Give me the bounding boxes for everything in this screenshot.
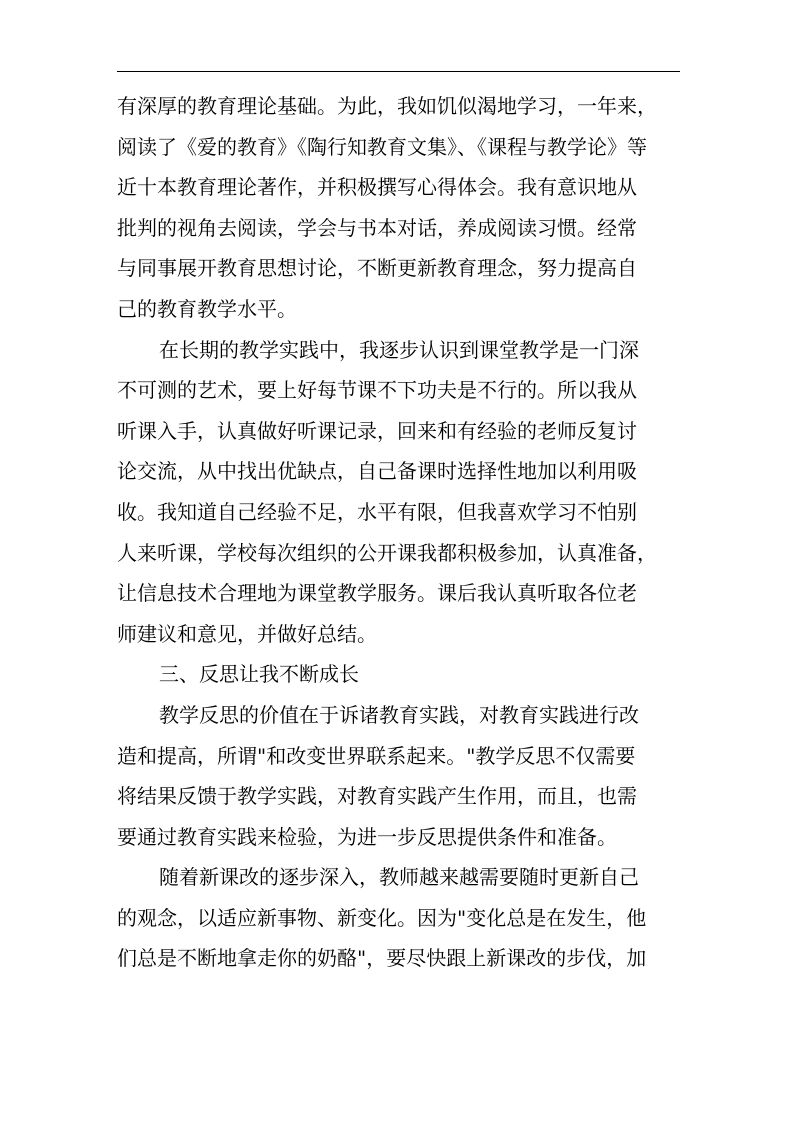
paragraph-line: 要通过教育实践来检验，为进一步反思提供条件和准备。 bbox=[117, 824, 617, 849]
paragraph-first-line: 教学反思的价值在于诉诸教育实践，对教育实践进行改 bbox=[159, 702, 639, 727]
section-heading: 三、反思让我不断成长 bbox=[159, 662, 359, 687]
paragraph-first-line: 在长期的教学实践中，我逐步认识到课堂教学是一门深 bbox=[159, 337, 639, 362]
paragraph-line: 收。我知道自己经验不足，水平有限，但我喜欢学习不怕别 bbox=[117, 499, 637, 524]
paragraph-line: 有深厚的教育理论基础。为此，我如饥似渴地学习，一年来， bbox=[117, 94, 657, 118]
paragraph-line: 们总是不断地拿走你的奶酪"，要尽快跟上新课改的步伐，加 bbox=[117, 946, 647, 971]
paragraph-line: 师建议和意见，并做好总结。 bbox=[117, 621, 377, 646]
paragraph-line: 的观念，以适应新事物、新变化。因为"变化总是在发生，他 bbox=[117, 905, 647, 930]
paragraph-line: 将结果反馈于教学实践，对教育实践产生作用，而且，也需 bbox=[117, 784, 637, 809]
paragraph-line: 不可测的艺术，要上好每节课不下功夫是不行的。所以我从 bbox=[117, 378, 637, 403]
paragraph-line: 近十本教育理论著作，并积极撰写心得体会。我有意识地从 bbox=[117, 175, 637, 200]
paragraph-line: 让信息技术合理地为课堂教学服务。课后我认真听取各位老 bbox=[117, 581, 637, 606]
paragraph-first-line: 随着新课改的逐步深入，教师越来越需要随时更新自己 bbox=[159, 865, 639, 890]
paragraph-line: 造和提高，所谓"和改变世界联系起来。"教学反思不仅需要 bbox=[117, 743, 636, 768]
paragraph-line: 与同事展开教育思想讨论，不断更新教育理念，努力提高自 bbox=[117, 256, 637, 281]
paragraph-line: 阅读了《爱的教育》《陶行知教育文集》、《课程与教学论》等 bbox=[117, 134, 647, 159]
paragraph-line: 论交流，从中找出优缺点，自己备课时选择性地加以利用吸 bbox=[117, 459, 637, 484]
paragraph-line: 人来听课，学校每次组织的公开课我都积极参加，认真准备， bbox=[117, 540, 657, 565]
paragraph-line: 听课入手，认真做好听课记录，回来和有经验的老师反复讨 bbox=[117, 418, 637, 443]
paragraph-line: 批判的视角去阅读，学会与书本对话，养成阅读习惯。经常 bbox=[117, 215, 637, 240]
document-body bbox=[117, 86, 680, 979]
header-rule bbox=[117, 71, 680, 72]
paragraph-line: 己的教育教学水平。 bbox=[117, 296, 297, 321]
